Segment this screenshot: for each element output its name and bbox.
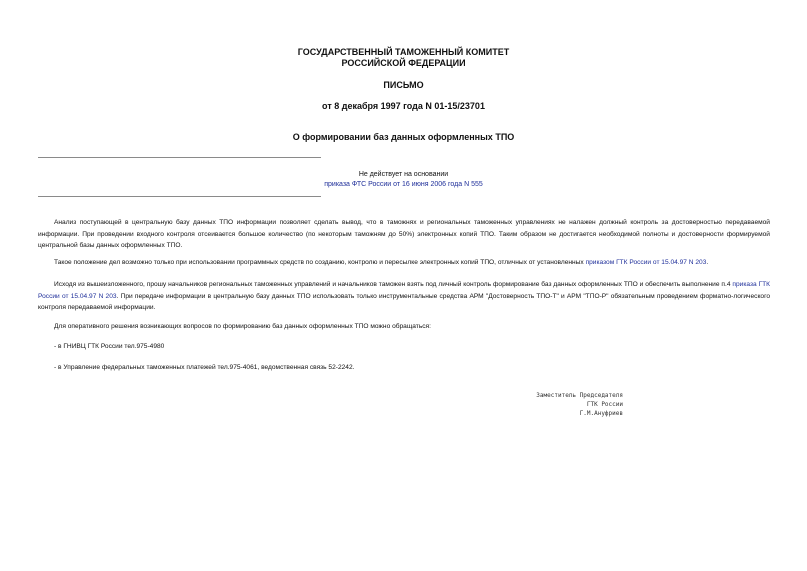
status-note-line <box>0 180 807 190</box>
document-subject: О формировании баз данных оформленных ТПО <box>292 132 515 142</box>
status-note-link[interactable]: приказа ФТС России от 16 июня 2006 года N 555 <box>324 181 483 188</box>
contact-customs-payments: - в Управление федеральных таможенных платежей тел.975-4061, ведомственная связь 52-2242. <box>54 364 355 371</box>
bottom-divider <box>38 196 321 197</box>
signature-name: Г.М.Ануфриев <box>579 410 623 417</box>
paragraph-request <box>38 279 770 314</box>
paragraph-situation-text: Такое положение дел возможно только при использовании программных средств по созданию, контролю и пересылке электронных копий ТПО, отличных от установленных <box>54 259 586 266</box>
status-note-text: Не действует на основании <box>358 171 449 178</box>
signature-title: Заместитель Председателя <box>536 392 623 399</box>
paragraph-contacts-intro: Для оперативного решения возникающих вопросов по формированию баз данных оформленных ТПО можно обращаться: <box>54 323 431 330</box>
contact-gnivc: - в ГНИВЦ ГТК России тел.975-4980 <box>54 343 165 350</box>
paragraph-analysis: Анализ поступающей в центральную базу данных ТПО информации позволяет сделать вывод, что в таможнях и региональных таможенных управлениях не налажен должный контроль за достоверностью передаваемой информации. При проведении входного контроля отсеивается большое количество (по некоторым таможням до 50%) электронных копий ТПО. Таким образом не достигается необходимой полноты и достоверности формируемой центральной базы данных оформленных ТПО. <box>38 219 770 250</box>
signature-org: ГТК России <box>586 401 623 408</box>
paragraph-situation-end: . <box>706 259 709 266</box>
document-date-number: от 8 декабря 1997 года N 01-15/23701 <box>322 101 485 111</box>
paragraph-situation <box>38 257 770 269</box>
org-name-line2: РОССИЙСКОЙ ФЕДЕРАЦИИ <box>341 58 466 68</box>
org-name-line1: ГОСУДАРСТВЕННЫЙ ТАМОЖЕННЫЙ КОМИТЕТ <box>297 47 510 57</box>
top-divider <box>38 157 321 158</box>
paragraph-request-end: . При передаче информации в центральную базу данных ТПО использовать только инструментальные средства АРМ "Достоверность ТПО-Т" и АРМ "ТПО-Р" обязательным проведением форматно-логического контроля передаваемой информации. <box>38 292 770 312</box>
order-203-link-2[interactable]: приказа ГТК России от 15.04.97 N 203 <box>38 281 770 300</box>
paragraph-request-text: Исходя из вышеизложенного, прошу начальников региональных таможенных управлений и начальников таможен взять под личный контроль формирование баз данных оформленных ТПО и обеспечить выполнение п.4 <box>54 281 733 288</box>
order-203-link[interactable]: приказом ГТК России от 15.04.97 N 203 <box>585 259 707 266</box>
document-type: ПИСЬМО <box>383 80 424 90</box>
